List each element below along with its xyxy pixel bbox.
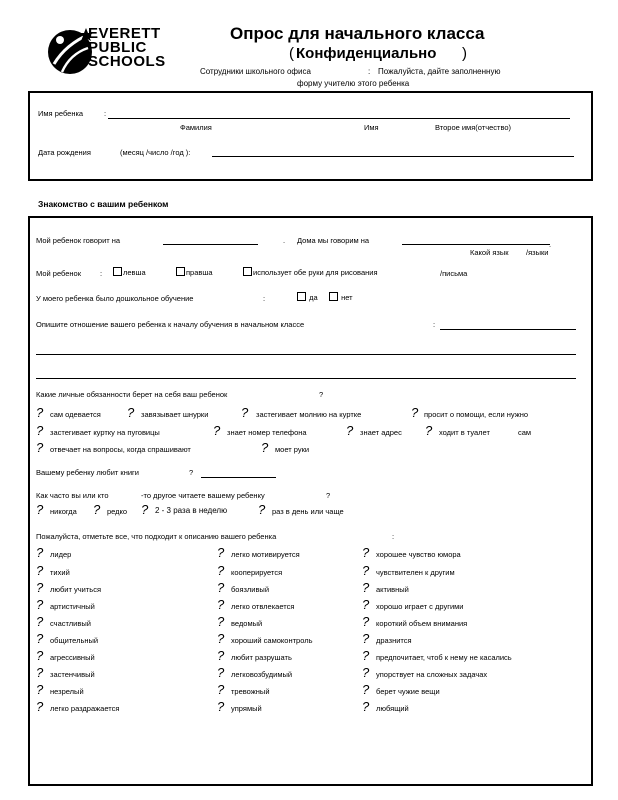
duty-item: отвечает на вопросы, когда спрашивают <box>50 445 191 454</box>
trait-check[interactable]: ? <box>36 648 44 663</box>
middle-name-caption: Второе имя(отчество) <box>435 123 512 132</box>
duty-item: сам <box>518 428 532 437</box>
trait-item: хорошо играет с другими <box>376 602 464 611</box>
reading-label-a: Как часто вы или кто <box>36 491 109 500</box>
trait-check[interactable]: ? <box>362 580 370 595</box>
trait-item: упрямый <box>231 704 262 713</box>
subtitle-close-paren: ) <box>462 45 467 62</box>
logo-figure-icon <box>40 24 94 80</box>
office-note: Пожалуйста, дайте заполненную <box>378 67 501 76</box>
trait-item: агрессивный <box>50 653 95 662</box>
both-hands-label: использует обе руки для рисования <box>253 268 378 277</box>
logo-text-schools: SCHOOLS <box>88 53 166 70</box>
trait-check[interactable]: ? <box>217 580 225 595</box>
trait-check[interactable]: ? <box>217 614 225 629</box>
trait-check[interactable]: ? <box>36 545 44 560</box>
trait-item: ведомый <box>231 619 263 628</box>
reading-check-4[interactable]: ? <box>258 502 266 517</box>
trait-item: боязливый <box>231 585 270 594</box>
home-lang-label: Дома мы говорим на <box>297 236 370 245</box>
dob-label: Дата рождения <box>38 148 91 157</box>
which-language-caption: Какой язык <box>470 248 509 257</box>
duty-check-6[interactable]: ? <box>213 423 221 438</box>
duty-item: просит о помощи, если нужно <box>424 410 529 419</box>
trait-check[interactable]: ? <box>217 545 225 560</box>
trait-check[interactable]: ? <box>362 648 370 663</box>
trait-item: легковозбудимый <box>231 670 293 679</box>
trait-item: тревожный <box>231 687 270 696</box>
trait-check[interactable]: ? <box>362 545 370 560</box>
preschool-yes-checkbox[interactable] <box>297 292 306 301</box>
trait-check[interactable]: ? <box>362 597 370 612</box>
trait-item: активный <box>376 585 409 594</box>
dob-field[interactable] <box>212 156 574 157</box>
trait-item: легко мотивируется <box>231 550 300 559</box>
trait-check[interactable]: ? <box>362 563 370 578</box>
child-name-field[interactable] <box>108 118 570 119</box>
writing-caption: /письма <box>440 269 468 278</box>
left-handed-checkbox[interactable] <box>113 267 122 276</box>
books-q: ? <box>189 468 194 477</box>
preschool-yes-option[interactable] <box>297 292 318 302</box>
duty-item: сам одевается <box>50 410 101 419</box>
office-staff-label: Сотрудники школьного офиса <box>200 67 311 76</box>
reading-option: 2 - 3 раза в неделю <box>155 506 228 515</box>
trait-check[interactable]: ? <box>36 563 44 578</box>
languages-caption: /языки <box>526 248 549 257</box>
trait-item: предпочитает, чтоб к нему не касались <box>376 653 512 662</box>
reading-check-2[interactable]: ? <box>93 502 101 517</box>
trait-item: застенчивый <box>50 670 95 679</box>
trait-item: легко раздражается <box>50 704 120 713</box>
child-name-label: Имя ребенка <box>38 109 84 118</box>
trait-item: тихий <box>50 568 70 577</box>
duties-label: Какие личные обязанности берет на себя ваш ребенок <box>36 390 228 399</box>
duty-item: завязывает шнурки <box>141 410 209 419</box>
trait-check[interactable]: ? <box>36 631 44 646</box>
duty-check-8[interactable]: ? <box>425 423 433 438</box>
trait-check[interactable]: ? <box>36 665 44 680</box>
trait-check[interactable]: ? <box>36 699 44 714</box>
right-handed-option[interactable] <box>176 267 213 277</box>
trait-check[interactable]: ? <box>362 665 370 680</box>
duty-check-4[interactable]: ? <box>411 405 419 420</box>
first-name-caption: Имя <box>364 123 379 132</box>
traits-label: Пожалуйста, отметьте все, что подходит к описанию вашего ребенка <box>36 532 277 541</box>
attitude-field-2[interactable] <box>36 354 576 355</box>
page-title: Опрос для начального класса <box>230 24 485 43</box>
trait-check[interactable]: ? <box>362 699 370 714</box>
trait-item: любит разрушать <box>231 653 292 662</box>
trait-item: счастливый <box>50 619 91 628</box>
reading-option: никогда <box>50 507 77 516</box>
dob-format: (месяц /число /год ): <box>120 148 191 157</box>
trait-item: берет чужие вещи <box>376 687 440 696</box>
logo-text-everett: EVERETT <box>88 25 161 42</box>
duty-check-9[interactable]: ? <box>36 440 44 455</box>
left-handed-label: левша <box>123 268 146 277</box>
duties-q: ? <box>319 390 324 399</box>
duty-item: знает номер телефона <box>227 428 307 437</box>
preschool-no-checkbox[interactable] <box>329 292 338 301</box>
trait-item: кооперируется <box>231 568 283 577</box>
speaks-dot: . <box>283 236 286 245</box>
both-hands-option[interactable] <box>243 267 378 277</box>
subtitle-confidential: Конфиденциально <box>296 45 437 62</box>
duty-check-3[interactable]: ? <box>241 405 249 420</box>
district-logo <box>40 24 170 80</box>
trait-check[interactable]: ? <box>217 682 225 697</box>
trait-item: лидер <box>50 550 72 559</box>
trait-item: любящий <box>376 704 409 713</box>
trait-item: дразнится <box>376 636 412 645</box>
trait-item: легко отвлекается <box>231 602 295 611</box>
trait-item: общительный <box>50 636 99 645</box>
duty-item: моет руки <box>275 445 310 454</box>
trait-item: любит учиться <box>50 585 102 594</box>
office-note-line2: форму учителю этого ребенка <box>297 79 410 88</box>
right-handed-label: правша <box>186 268 213 277</box>
preschool-no-label: нет <box>341 293 353 302</box>
trait-check[interactable]: ? <box>217 648 225 663</box>
preschool-yes-label: да <box>309 293 318 302</box>
duty-check-5[interactable]: ? <box>36 423 44 438</box>
preschool-colon: : <box>263 294 266 303</box>
trait-check[interactable]: ? <box>362 682 370 697</box>
trait-check[interactable]: ? <box>217 597 225 612</box>
preschool-label: У моего ребенка было дошкольное обучение <box>36 294 194 303</box>
duty-item: ходит в туалет <box>439 428 490 437</box>
child-name-colon: : <box>104 109 107 118</box>
trait-item: хороший самоконтроль <box>231 636 313 645</box>
trait-item: хорошее чувство юмора <box>376 550 461 559</box>
duty-item: застегивает молнию на куртке <box>256 410 362 419</box>
trait-check[interactable]: ? <box>362 631 370 646</box>
home-lang-field[interactable] <box>402 244 550 245</box>
trait-check[interactable]: ? <box>217 699 225 714</box>
duty-check-7[interactable]: ? <box>346 423 354 438</box>
subtitle-open-paren: ( <box>289 45 294 62</box>
trait-check[interactable]: ? <box>217 563 225 578</box>
reading-option: редко <box>107 507 128 516</box>
duty-check-1[interactable]: ? <box>36 405 44 420</box>
trait-check[interactable]: ? <box>36 614 44 629</box>
hand-colon: : <box>100 269 103 278</box>
trait-check[interactable]: ? <box>217 665 225 680</box>
reading-check-1[interactable]: ? <box>36 502 44 517</box>
trait-check[interactable]: ? <box>362 614 370 629</box>
speaks-label: Мой ребенок говорит на <box>36 236 121 245</box>
traits-colon: : <box>392 532 395 541</box>
child-info-box <box>28 91 593 181</box>
attitude-field-3[interactable] <box>36 378 576 379</box>
trait-item: короткий объем внимания <box>376 619 468 628</box>
trait-check[interactable]: ? <box>36 597 44 612</box>
preschool-no-option[interactable] <box>329 292 353 302</box>
trait-item: упорствует на сложных задачах <box>376 670 488 679</box>
trait-check[interactable]: ? <box>36 682 44 697</box>
trait-item: артистичный <box>50 602 95 611</box>
reading-q: ? <box>326 491 331 500</box>
duty-item: застегивает куртку на пуговицы <box>50 428 160 437</box>
trait-check[interactable]: ? <box>217 631 225 646</box>
hand-label: Мой ребенок <box>36 269 82 278</box>
attitude-colon: : <box>433 320 436 329</box>
trait-item: незрелый <box>50 687 84 696</box>
section-title: Знакомство с вашим ребенком <box>38 199 169 209</box>
reading-option: раз в день или чаще <box>272 507 344 516</box>
both-hands-checkbox[interactable] <box>243 267 252 276</box>
reading-label-b: -то другое читаете вашему ребенку <box>141 491 265 500</box>
duty-check-10[interactable]: ? <box>261 440 269 455</box>
right-handed-checkbox[interactable] <box>176 267 185 276</box>
attitude-label: Опишите отношение вашего ребенка к началу обучения в начальном классе <box>36 320 305 329</box>
books-label: Вашему ребенку любит книги <box>36 468 139 477</box>
home-lang-dot: . <box>549 240 552 249</box>
trait-check[interactable]: ? <box>36 580 44 595</box>
duty-check-2[interactable]: ? <box>127 405 135 420</box>
attitude-field-1[interactable] <box>440 329 576 330</box>
duty-item: знает адрес <box>360 428 402 437</box>
speaks-field[interactable] <box>163 244 258 245</box>
office-colon: : <box>368 67 371 76</box>
books-field[interactable] <box>201 477 276 478</box>
reading-check-3[interactable]: ? <box>141 502 149 517</box>
logo-text-public: PUBLIC <box>88 39 147 56</box>
left-handed-option[interactable] <box>113 267 146 277</box>
trait-item: чувствителен к другим <box>376 568 455 577</box>
surname-caption: Фамилия <box>180 123 212 132</box>
